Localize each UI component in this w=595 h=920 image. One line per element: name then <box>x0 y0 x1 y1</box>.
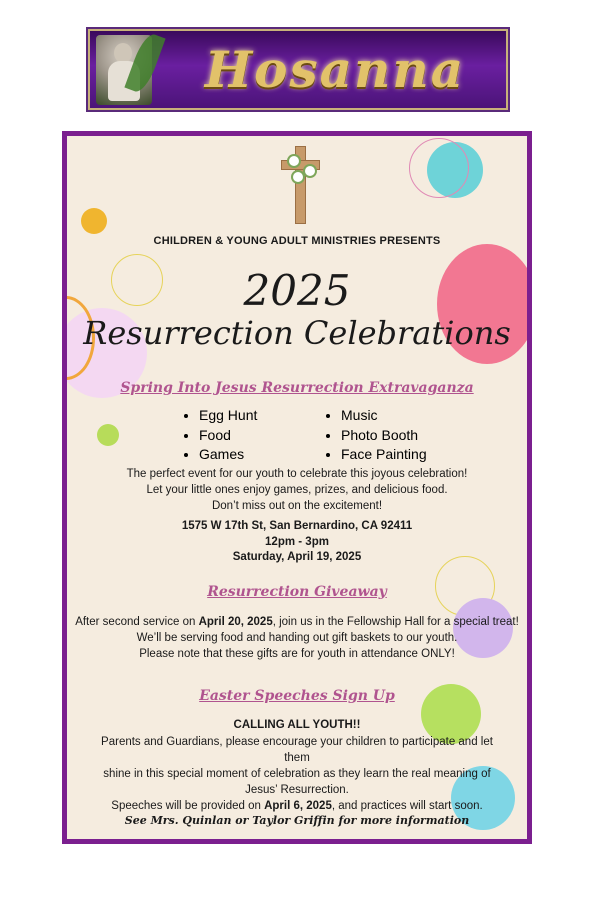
speeches-text <box>87 734 507 814</box>
event-details <box>67 519 527 566</box>
lily-icon <box>289 156 299 166</box>
contact-footer: See Mrs. Quinlan or Taylor Griffin for more information <box>124 814 470 827</box>
hosanna-banner <box>88 29 508 110</box>
activities-list-right <box>325 406 427 465</box>
decor-ring-pink <box>409 138 469 198</box>
event-title: Resurrection Celebrations <box>83 314 511 352</box>
list-item: • Games <box>199 445 257 465</box>
event-time: 12pm - 3pm <box>265 535 329 548</box>
section-title-giveaway: Resurrection Giveaway <box>207 584 387 600</box>
calling-all-youth: CALLING ALL YOUTH!! <box>233 719 361 731</box>
giveaway-date: April 20, 2025 <box>198 616 273 628</box>
description-line: The perfect event for our youth to celebrate this joyous celebration! <box>126 468 468 480</box>
description-line: Don’t miss out on the excitement! <box>211 500 383 512</box>
speeches-date: April 6, 2025 <box>264 800 332 812</box>
speeches-line: Jesus’ Resurrection. <box>245 784 349 796</box>
giveaway-line: After second service on April 20, 2025, join us in the Fellowship Hall for a special treat! <box>75 616 519 628</box>
lily-icon <box>293 172 303 182</box>
list-item: • Egg Hunt <box>199 406 257 426</box>
decor-circle-yellow <box>81 208 107 234</box>
speeches-line: shine in this special moment of celebration as they learn the real meaning of <box>103 768 491 780</box>
activities-list-left <box>183 406 257 465</box>
lily-icon <box>305 166 315 176</box>
giveaway-text <box>67 614 527 662</box>
list-item: • Photo Booth <box>341 426 427 446</box>
speeches-line: Speeches will be provided on April 6, 2025, and practices will start soon. <box>111 800 483 812</box>
event-flyer <box>62 131 532 844</box>
giveaway-line: Please note that these gifts are for youth in attendance ONLY! <box>139 648 455 660</box>
banner-title: Hosanna <box>204 40 466 99</box>
giveaway-line: We’ll be serving food and handing out gift baskets to our youth. <box>136 632 458 644</box>
event-year: 2025 <box>243 266 351 315</box>
description-line: Let your little ones enjoy games, prizes, and delicious food. <box>146 484 448 496</box>
section-title-speeches: Easter Speeches Sign Up <box>199 688 395 704</box>
event-date: Saturday, April 19, 2025 <box>232 551 362 563</box>
speeches-line: Parents and Guardians, please encourage your children to participate and let them <box>101 736 493 764</box>
presents-line: CHILDREN & YOUNG ADULT MINISTRIES PRESENTS <box>153 235 441 247</box>
event-description <box>67 466 527 514</box>
list-item: • Food <box>199 426 257 446</box>
section-title-extravaganza: Spring Into Jesus Resurrection Extravaganza <box>120 380 474 396</box>
decor-circle-green <box>97 424 119 446</box>
list-item: • Music <box>341 406 427 426</box>
list-item: • Face Painting <box>341 445 427 465</box>
event-address: 1575 W 17th St, San Bernardino, CA 92411 <box>181 520 413 532</box>
